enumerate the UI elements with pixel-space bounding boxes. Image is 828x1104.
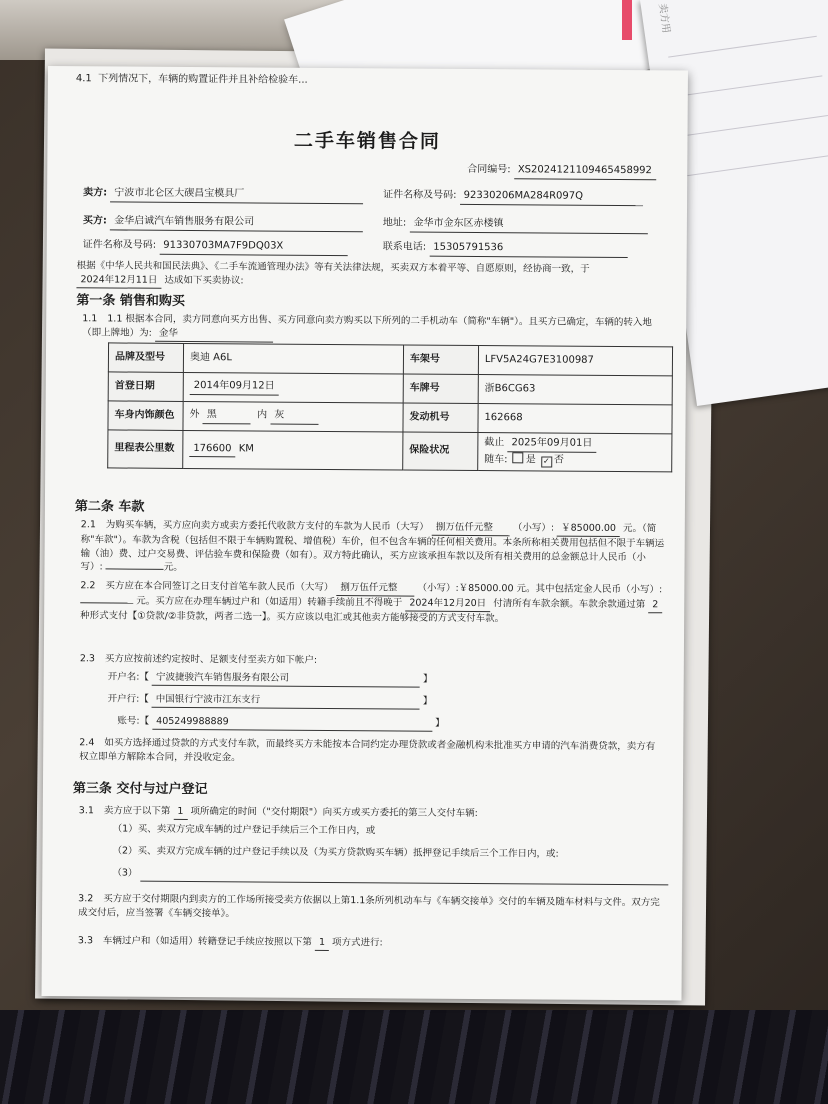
clause-3-3: 3.3 车辆过户和（如适用）转籍登记手续应按照以下第 1 项方式进行: [78,934,383,951]
article-3-heading: 第三条 交付与过户登记 [72,781,208,798]
clause-3-1: 3.1 卖方应于以下第 1 项所确定的时间（"交付期限"）向买方或买方委托的第三人交付车辆: [78,805,478,820]
clause-3-2: 3.2 买方应于交付期限内到卖方的工作场所接受卖方依据以上第1.1条所列机动车与《车辆交接单》交付的车辆及随车材料与文件。双方完成交付后，应当签署《车辆交接单》。 [78,893,660,920]
buyer-address: 地址: 金华市金东区赤楼镇 [383,216,648,233]
vin-value: LFV5A24G7E3100987 [478,346,672,376]
clause-2-2: 2.2 买方应在本合同签订之日支付首笔车款人民币（大写） 捌万伍仟元整 （小写）:￥85000.00 元。其中包括定金人民币（小写）: 元。买方应在办理车辆过户和（如适用）转籍手续前且不得晚于 2024年12月20日 付清所有车款余额。车款余款通过第 2 种形式支付【①贷款/②非贷款，两者二选一】。买方应该以电汇或其他卖方能够接受的方式支付车款。 [80,580,663,624]
vehicle-table [107,342,673,472]
color-value: 外 黑 内 灰 [183,401,403,432]
engine-value: 162668 [478,404,672,434]
clause-3-1-option-1: （1）买、卖双方完成车辆的过户登记手续后三个工作日内，或 [112,823,376,837]
insurance-value: 截止 2025年09月01日 随车: 是 ✓ 否 [478,433,672,472]
clause-3-1-option-2: （2）买、卖双方完成车辆的过户登记手续以及（为买方贷款购买车辆）抵押登记手续后三个工作日内，或: [112,845,559,860]
bank-row: 开户行:【 中国银行宁波市江东支行 】 [108,692,433,709]
account-name-row: 开户名:【 宁波捷骏汽车销售服务有限公司 】 [108,670,433,687]
vin-label: 车架号 [403,345,478,375]
article-2-heading: 第二条 车款 [74,499,145,515]
seller-row: 卖方: 宁波市北仑区大碶昌宝模具厂 [83,186,363,203]
clause-2-3: 2.3 买方应按前述约定按时、足额支付至卖方如下帐户: [79,653,318,666]
insurance-yes-checkbox[interactable] [513,452,524,463]
insurance-label: 保险状况 [403,432,478,471]
brand-label: 品牌及型号 [108,343,183,373]
article-1-heading: 第一条 销售和购买 [76,293,185,309]
registration-value: 2014年09月12日 [183,372,403,403]
seller-cert: 证件名称及号码: 92330206MA284R097Q [383,188,643,205]
pink-tab [622,0,632,40]
contract-number: 合同编号: XS2024121109465458992 [467,163,656,180]
partial-header: 4.1 下列情况下，车辆的购置证件并且补给检验车... [75,73,308,86]
plate-label: 车牌号 [403,374,478,404]
page-title: 二手车销售合同 [293,129,442,153]
brand-value: 奥迪 A6L [183,343,403,374]
clause-1-1: 1.1 1.1 根据本合同，卖方同意向买方出售、买方同意向卖方购买以下所列的二手机动车（简称"车辆"）。且买方已确定，车辆的转入地（即上牌地）为: 金华 [82,312,667,345]
plate-value: 浙B6CG63 [478,375,672,405]
mileage-value: 176600 KM [183,430,403,470]
mileage-label: 里程表公里数 [108,430,183,469]
buyer-row: 买方: 金华启诚汽车销售服务有限公司 [83,214,363,231]
color-label: 车身内饰颜色 [108,401,183,431]
buyer-phone: 联系电话: 15305791536 [383,240,628,257]
clause-2-4: 2.4 如买方选择通过贷款的方式支付车款，而最终买方未能按本合同约定办理贷款或者金融机构未批准买方申请的汽车消费贷款，卖方有权立即单方解除本合同，并没收定金。 [79,737,656,764]
preamble: 根据《中华人民共和国民法典》、《二手车流通管理办法》等有关法律法规，买卖双方本着平等、自愿原则，经协商一致，于 2024年12月11日 达成如下买卖协议: [76,259,661,292]
engine-label: 发动机号 [403,403,478,433]
contract-page [42,66,688,1000]
clause-2-1: 2.1 为购买车辆，买方应向卖方或卖方委托代收款方支付的车款为人民币（大写） 捌万伍仟元整 （小写）: ￥85000.00 元。（简称"车款"）。车款为含税（包括但不限于车辆购置税、增值税）车价，但不包含车辆的任何相关费用。本条所称相关费用包括但不限于车辆运输（油）费、过户交易费、评估验车费和保险费（如有）。双方特此确认，买方应该承担车款以及所有相关费用的总金额总计人民币（小写）: 元。 [80,519,665,574]
insurance-no-checkbox[interactable] [541,456,552,467]
registration-label: 首登日期 [108,372,183,402]
side-note: 卖方用 [656,2,672,34]
clause-3-1-option-3: （3） [112,866,668,885]
account-number-row: 账号:【 405249988889 】 [117,715,444,732]
fabric-bottom [0,1010,828,1104]
buyer-cert: 证件名称及号码: 91330703MA7F9DQ03X [83,238,348,255]
